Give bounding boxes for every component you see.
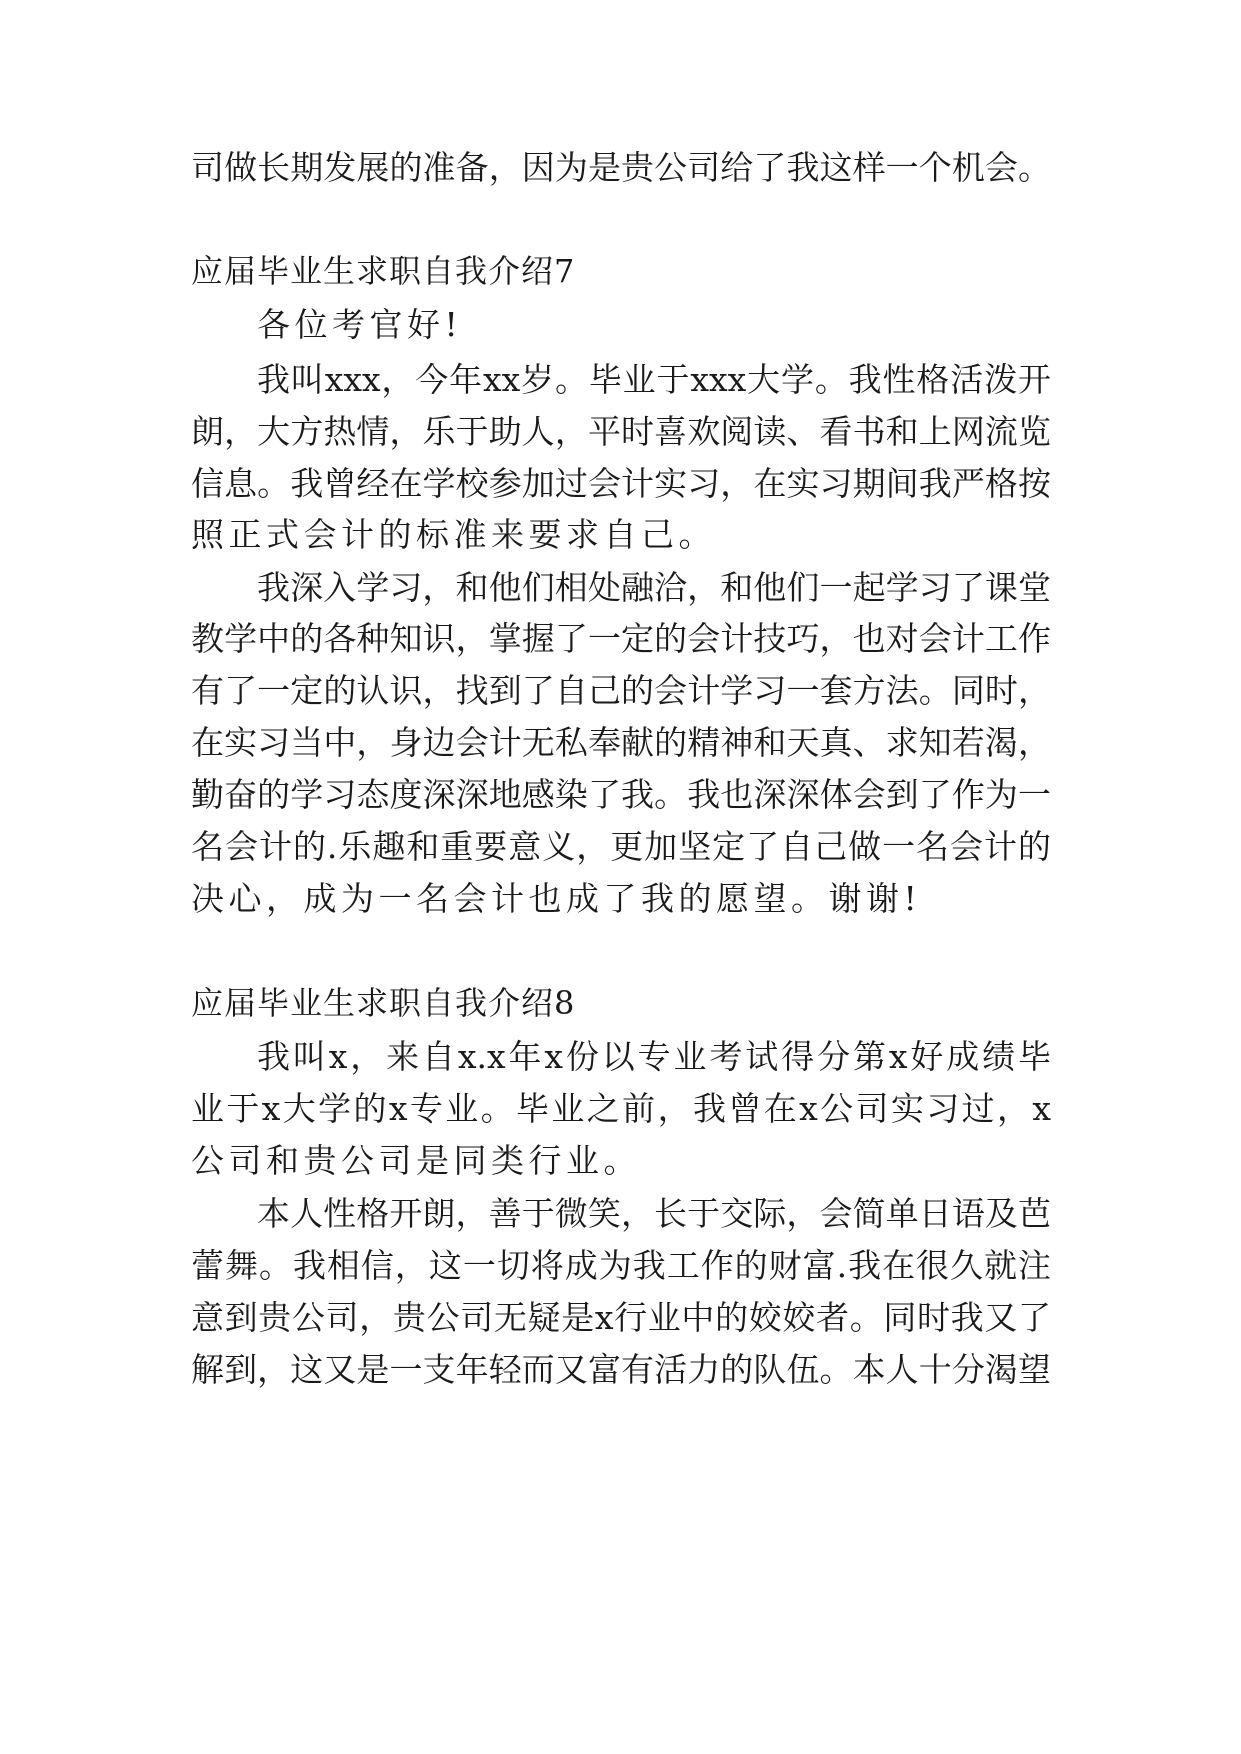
section-heading: 应届毕业生求职自我介绍8 bbox=[191, 984, 576, 1022]
paragraph-line: 意到贵公司，贵公司无疑是x行业中的姣姣者。同时我又了 bbox=[191, 1298, 1051, 1337]
paragraph-line: 解到，这又是一支年轻而又富有活力的队伍。本人十分渴望 bbox=[191, 1350, 1051, 1389]
paragraph-line: 各位考官好! bbox=[257, 305, 463, 344]
paragraph-line: 决心，成为一名会计也成了我的愿望。谢谢! bbox=[191, 879, 922, 918]
paragraph-line: 信息。我曾经在学校参加过会计实习，在实习期间我严格按 bbox=[191, 464, 1051, 503]
paragraph-line: 蕾舞。我相信，这一切将成为我工作的财富.我在很久就注 bbox=[191, 1246, 1051, 1285]
paragraph-line: 我叫x，来自x.x年x份以专业考试得分第x好成绩毕 bbox=[257, 1037, 1051, 1076]
paragraph-line: 在实习当中，身边会计无私奉献的精神和天真、求知若渴， bbox=[191, 723, 1051, 762]
section-heading: 应届毕业生求职自我介绍7 bbox=[191, 252, 576, 290]
paragraph-line: 有了一定的认识，找到了自己的会计学习一套方法。同时， bbox=[191, 671, 1051, 710]
paragraph-line: 我叫xxx，今年xx岁。毕业于xxx大学。我性格活泼开 bbox=[257, 360, 1051, 399]
paragraph-line: 业于x大学的x专业。毕业之前，我曾在x公司实习过，x bbox=[191, 1089, 1051, 1128]
paragraph-line: 教学中的各种知识，掌握了一定的会计技巧，也对会计工作 bbox=[191, 619, 1051, 658]
paragraph-line: 朗，大方热情，乐于助人，平时喜欢阅读、看书和上网流览 bbox=[191, 412, 1051, 451]
paragraph-line: 司做长期发展的准备，因为是贵公司给了我这样一个机会。 bbox=[191, 148, 1051, 187]
paragraph-line: 名会计的.乐趣和重要意义，更加坚定了自己做一名会计的 bbox=[191, 827, 1051, 866]
paragraph-line: 公司和贵公司是同类行业。 bbox=[191, 1141, 641, 1180]
paragraph-line: 照正式会计的标准来要求自己。 bbox=[191, 515, 716, 554]
paragraph-line: 本人性格开朗，善于微笑，长于交际，会简单日语及芭 bbox=[257, 1194, 1051, 1233]
paragraph-line: 我深入学习，和他们相处融洽，和他们一起学习了课堂 bbox=[257, 568, 1051, 607]
paragraph-line: 勤奋的学习态度深深地感染了我。我也深深体会到了作为一 bbox=[191, 775, 1051, 814]
